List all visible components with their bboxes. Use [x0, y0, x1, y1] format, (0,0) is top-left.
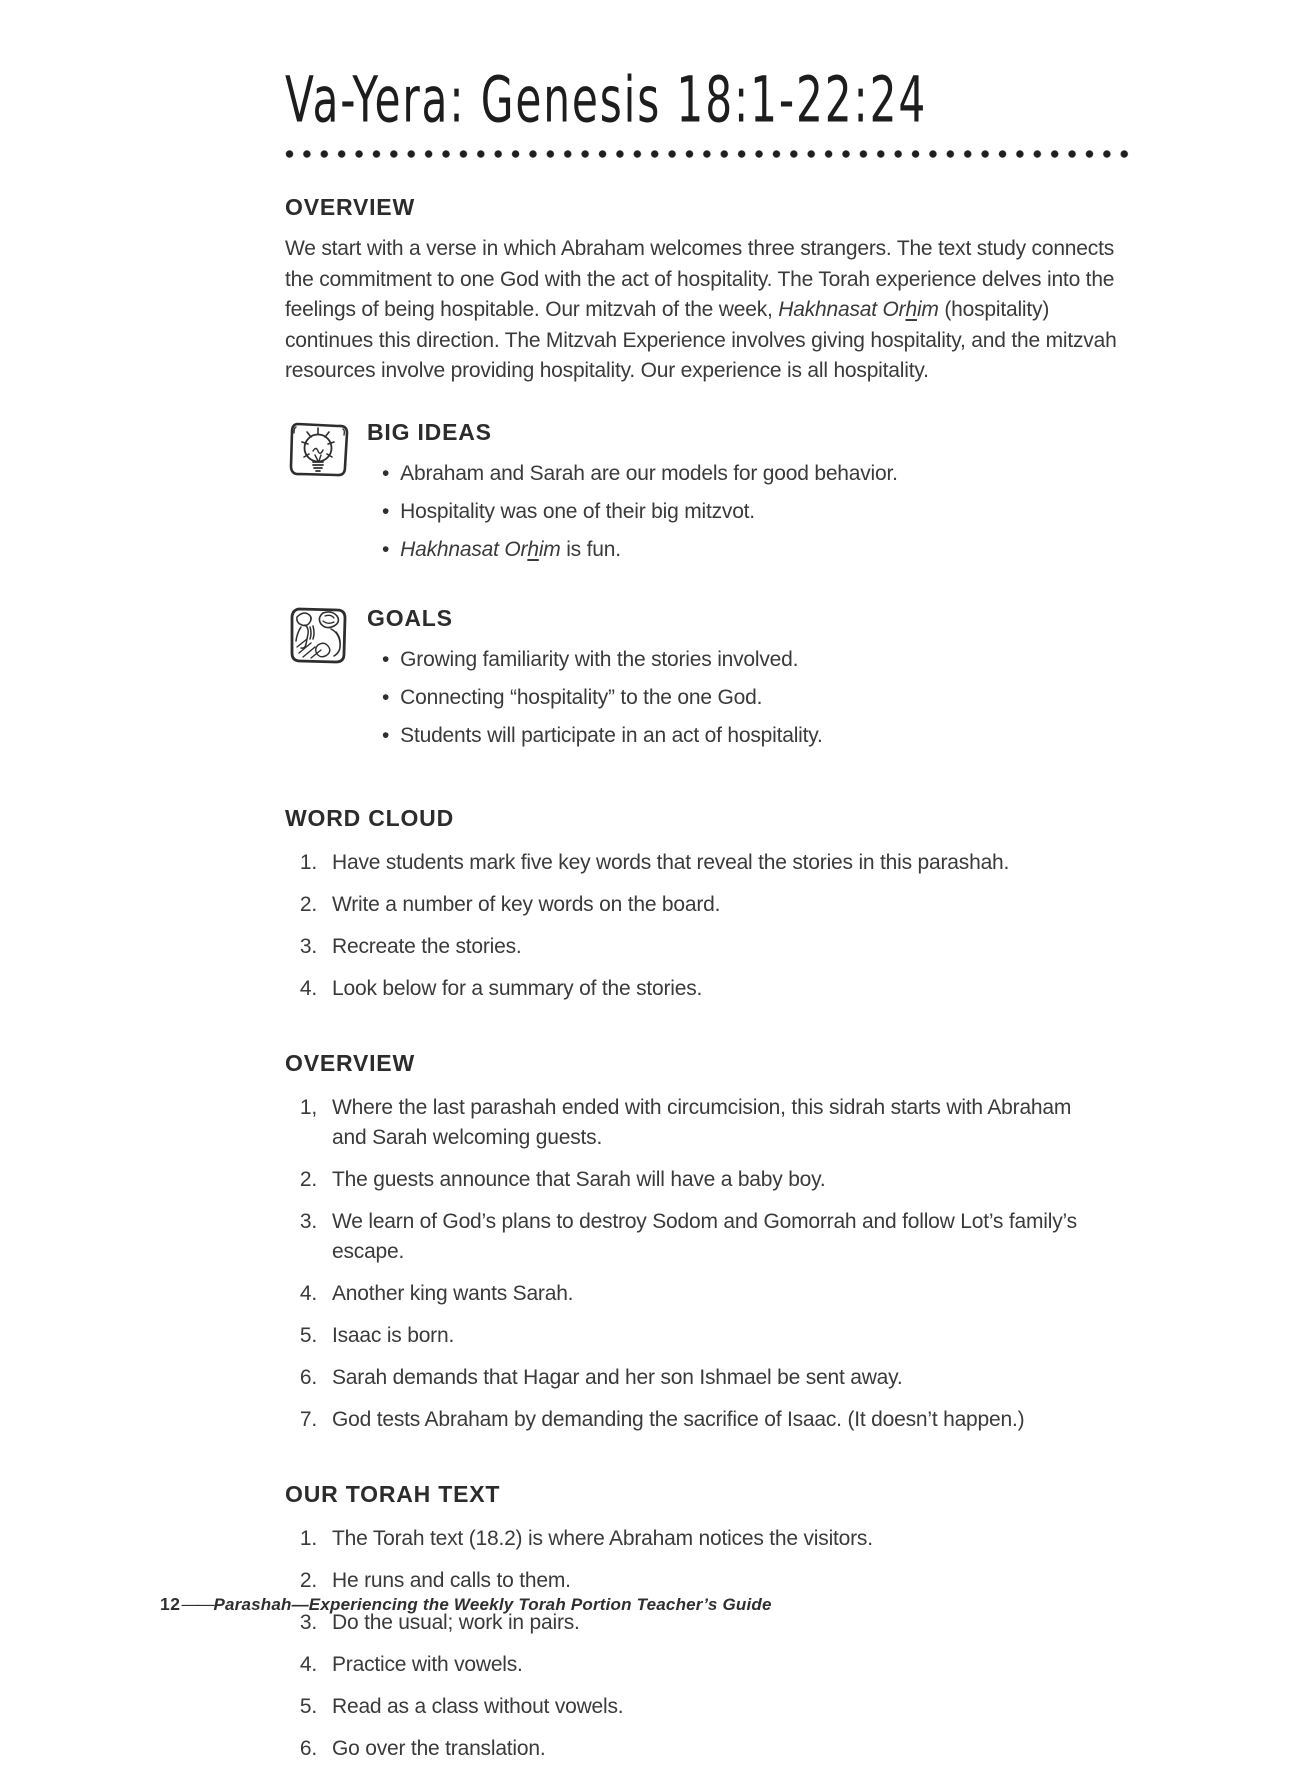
list-item: [291, 1566, 1137, 1596]
list-item: [291, 1692, 1137, 1722]
item-number: 4.: [299, 1652, 317, 1676]
list-item: [291, 1279, 1137, 1309]
section-word-cloud: [285, 805, 1137, 1004]
big-ideas-list: [382, 459, 898, 564]
book-title: Parashah—Experiencing the Weekly Torah Portion Teacher’s Guide: [213, 1595, 772, 1614]
list-item-text: Write a number of key words on the board.: [332, 892, 721, 916]
lightbulb-icon: [285, 417, 353, 485]
list-item-text: Abraham and Sarah are our models for good behavior.: [400, 461, 898, 485]
list-item: [291, 1321, 1137, 1351]
overview-paragraph: [285, 234, 1137, 387]
section-heading: WORD CLOUD: [285, 804, 454, 831]
item-number: 4.: [299, 976, 317, 1000]
word-cloud-list: [291, 848, 1137, 1004]
list-item-text: Read as a class without vowels.: [332, 1694, 624, 1718]
item-number: 1,: [299, 1095, 317, 1119]
list-item: [382, 645, 823, 674]
item-number: 2.: [299, 892, 317, 916]
item-number: 2.: [299, 1167, 317, 1191]
item-number: 3.: [299, 1610, 317, 1634]
goals-list: [382, 645, 823, 750]
overview-summary-list: [291, 1093, 1137, 1435]
underlined-letter: h: [905, 298, 917, 321]
list-item-text: Have students mark five key words that reveal the stories in this parashah.: [332, 850, 1010, 874]
list-item: [291, 1363, 1137, 1393]
page-title: Va-Yera: Genesis 18:1-22:24: [285, 62, 928, 137]
goals-body: [367, 603, 823, 759]
list-item-text: Do the usual; work in pairs.: [332, 1610, 580, 1634]
list-item: [291, 890, 1137, 920]
list-item: [291, 974, 1137, 1004]
list-item: [291, 1524, 1137, 1554]
section-heading: GOALS: [367, 604, 453, 631]
list-item-text: Hospitality was one of their big mitzvot.: [400, 499, 755, 523]
section-goals: [285, 603, 1137, 759]
bullet-marker: •: [382, 647, 390, 671]
list-item-text: The Torah text (18.2) is where Abraham notices the visitors.: [332, 1526, 873, 1550]
italic-term: Hakhnasat Or: [400, 537, 528, 561]
italic-term: im: [916, 298, 939, 321]
page-footer: [160, 1594, 772, 1615]
item-number: 3.: [299, 1209, 317, 1233]
item-number: 6.: [299, 1736, 317, 1760]
section-torah-text: [285, 1481, 1137, 1764]
paragraph-text: (hospitality) continues this direction. The Mitzvah Experience involves giving hospitality, and the mitzvah resources involve providing hospitality. Our experience is all hospitality.: [285, 298, 1117, 382]
bullet-marker: •: [382, 685, 390, 709]
item-number: 5.: [299, 1694, 317, 1718]
list-item: [382, 459, 898, 488]
page-number: 12: [160, 1594, 181, 1614]
italic-term: Hakhnasat Or: [778, 298, 906, 321]
item-number: 2.: [299, 1568, 317, 1592]
hand-sketch-icon: [285, 603, 353, 671]
list-item: [291, 1093, 1137, 1153]
list-item: [291, 848, 1137, 878]
list-item-text: Go over the translation.: [332, 1736, 546, 1760]
bullet-marker: •: [382, 461, 390, 485]
list-item: [291, 1405, 1137, 1435]
list-item: [291, 1650, 1137, 1680]
section-heading: OUR TORAH TEXT: [285, 1480, 501, 1507]
list-item: [291, 1165, 1137, 1195]
item-number: 7.: [299, 1407, 317, 1431]
list-item-text: The guests announce that Sarah will have a baby boy.: [332, 1167, 826, 1191]
bullet-marker: •: [382, 723, 390, 747]
section-heading: OVERVIEW: [285, 1049, 415, 1076]
list-item-text: Practice with vowels.: [332, 1652, 523, 1676]
bullet-marker: •: [382, 499, 390, 523]
list-item: [382, 721, 823, 750]
italic-term: im: [538, 537, 561, 561]
footer-dash: ——: [181, 1594, 213, 1614]
list-item-text: We learn of God’s plans to destroy Sodom and Gomorrah and follow Lot’s family’s escape.: [332, 1209, 1077, 1263]
section-heading: OVERVIEW: [285, 194, 415, 220]
list-item-text: Students will participate in an act of hospitality.: [400, 723, 823, 747]
list-item: [291, 932, 1137, 962]
torah-text-list: [291, 1524, 1137, 1764]
list-item: [291, 1734, 1137, 1764]
item-number: 5.: [299, 1323, 317, 1347]
list-item: [291, 1207, 1137, 1267]
underlined-letter: h: [527, 537, 539, 561]
page-content: [285, 62, 1137, 1776]
list-item-text: God tests Abraham by demanding the sacrifice of Isaac. (It doesn’t happen.): [332, 1407, 1025, 1431]
section-overview: [285, 194, 1137, 387]
list-item-text: Sarah demands that Hagar and her son Ishmael be sent away.: [332, 1365, 903, 1389]
list-item: [382, 497, 898, 526]
item-number: 3.: [299, 934, 317, 958]
paragraph-text: We start with a verse in which Abraham welcomes three strangers. The text study connects the commitment to one God with the act of hospitality. The Torah experience delves into the feelings of being hospitable. Our mitzvah of the week,: [285, 237, 1115, 321]
list-item: [382, 683, 823, 712]
list-item-text: [400, 535, 621, 564]
list-item-text: Look below for a summary of the stories.: [332, 976, 703, 1000]
plain-text: is fun.: [560, 537, 621, 561]
item-number: 6.: [299, 1365, 317, 1389]
list-item-text: Connecting “hospitality” to the one God.: [400, 685, 763, 709]
bullet-marker: •: [382, 537, 390, 561]
list-item-text: Another king wants Sarah.: [332, 1281, 574, 1305]
list-item: [382, 535, 898, 564]
list-item-text: Recreate the stories.: [332, 934, 522, 958]
section-big-ideas: [285, 417, 1137, 573]
item-number: 1.: [299, 1526, 317, 1550]
section-overview-summary: [285, 1050, 1137, 1435]
list-item-text: He runs and calls to them.: [332, 1568, 571, 1592]
item-number: 4.: [299, 1281, 317, 1305]
section-heading: BIG IDEAS: [367, 418, 492, 445]
list-item-text: Where the last parashah ended with circumcision, this sidrah starts with Abraham and Sarah welcoming guests.: [332, 1095, 1072, 1149]
list-item-text: Isaac is born.: [332, 1323, 455, 1347]
item-number: 1.: [299, 850, 317, 874]
list-item-text: Growing familiarity with the stories involved.: [400, 647, 799, 671]
big-ideas-body: [367, 417, 898, 573]
